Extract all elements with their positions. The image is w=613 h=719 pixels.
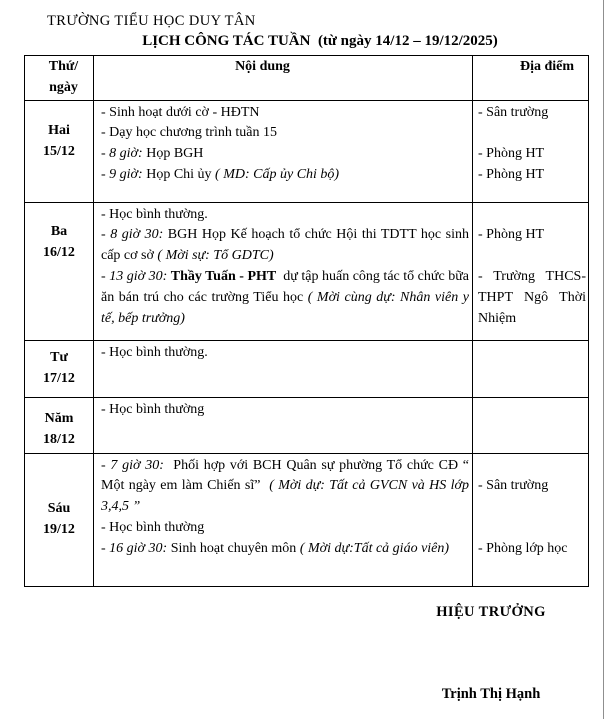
date-label: 19/12 — [43, 521, 75, 537]
content-cell — [94, 340, 473, 397]
day-label-box — [25, 222, 93, 264]
content-text: 16 giờ 30: — [109, 540, 168, 556]
content-text: - — [101, 146, 110, 162]
location-line: - Trường THCS-THPT Ngô Thời Nhiệm — [478, 268, 586, 326]
day-cell — [25, 453, 94, 586]
content-text: - — [101, 540, 110, 556]
principal-title: HIỆU TRƯỞNG — [436, 604, 546, 620]
content-text: 8 giờ 30: — [110, 227, 164, 243]
table-row — [25, 202, 589, 340]
date-label: 17/12 — [43, 370, 75, 386]
schedule-table — [24, 55, 589, 587]
location-line — [478, 456, 586, 477]
table-row — [25, 453, 589, 586]
location-line — [478, 497, 586, 518]
content-text: - Dạy học chương trình tuần 15 — [101, 125, 277, 141]
date-label: 15/12 — [43, 144, 75, 160]
content-text: Họp BGH — [142, 146, 204, 162]
content-text: - — [101, 166, 110, 182]
location-cell — [473, 397, 589, 453]
content-text: Sinh hoạt chuyên môn — [167, 540, 300, 556]
content-paragraph — [101, 225, 469, 267]
location-line: - Phòng HT — [478, 227, 545, 243]
table-row — [25, 340, 589, 397]
page-title: LỊCH CÔNG TÁC TUẦN (từ ngày 14/12 – 19/12/2025) — [142, 33, 498, 49]
location-cell — [473, 340, 589, 397]
content-text: - Học bình thường — [101, 519, 205, 535]
location-line: - Sân trường — [478, 104, 549, 120]
content-text: ( Mời cùng dự: Nhân viên y tế, bếp trưởng) — [101, 289, 469, 326]
content-cell — [94, 397, 473, 453]
location-line — [478, 246, 586, 267]
content-text: - Sinh hoạt dưới cờ - HĐTN — [101, 104, 260, 120]
location-line: - Sân trường — [478, 478, 549, 494]
location-cell — [473, 453, 589, 586]
content-text: - Học bình thường — [101, 401, 205, 417]
content-text: ( Mời dự: Tất cả GVCN và HS lớp 3,4,5 ” — [101, 478, 469, 515]
content-cell — [94, 100, 473, 202]
content-paragraph — [101, 103, 469, 124]
schedule-body — [25, 100, 589, 586]
day-label: Năm — [44, 411, 74, 427]
location-line: - Phòng HT — [478, 166, 545, 182]
content-text: 13 giờ 30: — [109, 268, 171, 284]
table-row — [25, 397, 589, 453]
day-label: Tư — [50, 349, 68, 365]
content-cell — [94, 453, 473, 586]
content-text: ( Mời dự:Tất cả giáo viên) — [299, 540, 450, 556]
content-text: 7 giờ 30: — [110, 457, 164, 473]
content-text: Phối hợp với BCH Quân sự phường Tổ chức CĐ “ Một ngày em làm Chiến sĩ” — [101, 457, 469, 494]
content-paragraph — [101, 165, 469, 186]
content-text: ( MD: Cấp ủy Chi bộ) — [215, 166, 340, 182]
day-label: Sáu — [47, 500, 71, 516]
content-text: - — [101, 227, 111, 243]
location-line — [478, 123, 586, 144]
day-label: Ba — [50, 224, 68, 240]
content-text: - — [101, 457, 111, 473]
date-label: 16/12 — [43, 245, 75, 261]
table-header-row — [25, 56, 589, 101]
content-paragraph — [101, 205, 469, 226]
content-text: 8 giờ: — [109, 146, 143, 162]
page-edge-line — [603, 0, 604, 719]
content-paragraph — [101, 518, 469, 539]
content-text: ( Mời sự: Tổ GDTC) — [157, 248, 274, 264]
day-label-box — [25, 121, 93, 163]
location-cell — [473, 100, 589, 202]
column-header-day — [25, 56, 94, 101]
day-label-box — [25, 499, 93, 541]
content-paragraph — [101, 123, 469, 144]
principal-name: Trịnh Thị Hạnh — [441, 686, 541, 702]
content-text: 9 giờ: — [109, 166, 143, 182]
content-paragraph — [101, 400, 469, 421]
content-text: Họp Chi ủy — [142, 166, 216, 182]
location-line — [478, 205, 586, 226]
table-row — [25, 100, 589, 202]
day-cell — [25, 340, 94, 397]
content-paragraph — [101, 539, 469, 560]
column-header-day-line1: Thứ/ — [48, 59, 79, 74]
column-header-day-line2: ngày — [49, 79, 78, 95]
content-paragraph — [101, 267, 469, 329]
content-text: dự tập huấn công tác tổ chức bữa ăn bán trú cho các trường Tiểu học — [101, 268, 469, 305]
content-text: BGH Họp Kế hoạch tổ chức Hội thi TDTT học sinh cấp cơ sở — [101, 227, 469, 264]
content-paragraph — [101, 144, 469, 165]
day-label: Hai — [48, 123, 70, 139]
column-header-location: Địa điểm — [473, 56, 589, 101]
day-cell — [25, 202, 94, 340]
day-label-box — [25, 348, 93, 390]
content-text: - — [101, 268, 110, 284]
column-header-content: Nội dung — [94, 56, 473, 101]
day-cell — [25, 100, 94, 202]
date-label: 18/12 — [43, 432, 75, 448]
location-line: - Phòng lớp học — [478, 540, 568, 556]
location-line: - Phòng HT — [478, 146, 545, 162]
content-paragraph — [101, 456, 469, 518]
school-name: TRƯỜNG TIỂU HỌC DUY TÂN — [47, 13, 256, 29]
location-cell — [473, 202, 589, 340]
location-line — [478, 518, 586, 539]
content-paragraph — [101, 343, 469, 364]
content-cell — [94, 202, 473, 340]
content-text: Thầy Tuấn - PHT — [170, 268, 277, 284]
content-text: - Học bình thường. — [101, 344, 208, 360]
content-text: - Học bình thường. — [101, 206, 208, 222]
day-label-box — [25, 409, 93, 451]
day-cell — [25, 397, 94, 453]
